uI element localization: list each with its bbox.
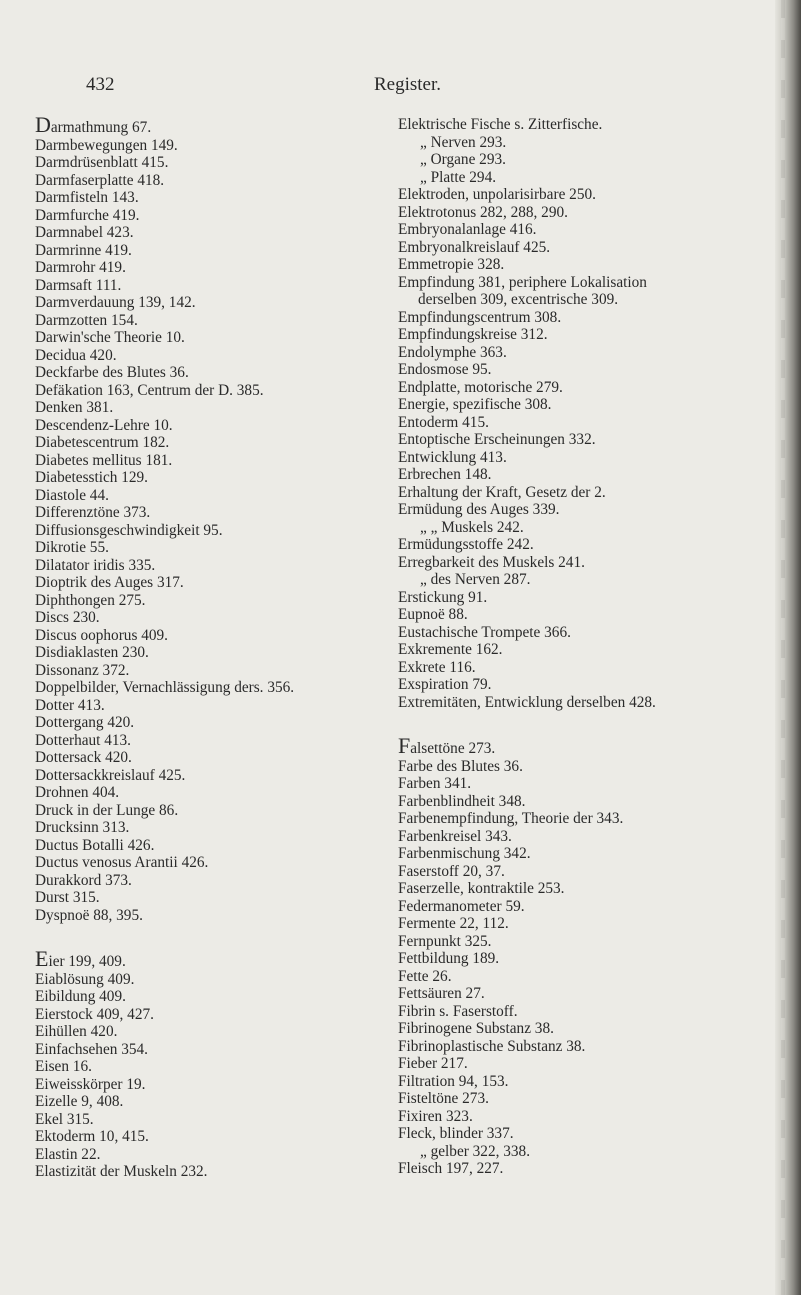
index-entry: Elastizität der Muskeln 232. <box>35 1163 208 1180</box>
index-entry: Discus oophorus 409. <box>35 626 168 644</box>
index-entry: Darwin'sche Theorie 10. <box>35 329 185 346</box>
index-entry: Fixiren 323. <box>398 1107 473 1125</box>
index-entry: Erregbarkeit des Muskels 241. <box>398 553 585 571</box>
index-entry: Durakkord 373. <box>35 871 132 889</box>
index-entry: Farbenblindheit 348. <box>398 792 526 810</box>
index-column-left <box>35 112 395 1181</box>
index-entry: Dottersackkreislauf 425. <box>35 766 186 784</box>
index-entry: Fibrinoplastische Substanz 38. <box>398 1037 586 1055</box>
index-entry: Einfachsehen 354. <box>35 1040 148 1058</box>
page-edge-shadow <box>775 0 801 1295</box>
index-entry: „ Organe 293. <box>420 151 506 168</box>
index-entry: Ektoderm 10, 415. <box>35 1128 149 1145</box>
index-entry: Elastin 22. <box>35 1145 101 1163</box>
section-initial-letter: D <box>35 112 51 137</box>
index-entry: „ des Nerven 287. <box>420 571 531 588</box>
index-entry: Empfindungskreise 312. <box>398 326 548 343</box>
index-entry: Eiweisskörper 19. <box>35 1075 146 1093</box>
index-entry: Entoptische Erscheinungen 332. <box>398 431 596 448</box>
index-entry: Defäkation 163, Centrum der D. 385. <box>35 381 264 399</box>
index-entry: Exspiration 79. <box>398 676 492 693</box>
index-entry: Empfindung 381, periphere Lokalisation <box>398 273 647 291</box>
index-entry: Ermüdung des Auges 339. <box>398 501 560 518</box>
index-entry: Drohnen 404. <box>35 784 120 801</box>
index-entry: Exkremente 162. <box>398 641 503 658</box>
index-entry: Faserzelle, kontraktile 253. <box>398 880 565 897</box>
index-entry: „ Platte 294. <box>420 168 497 186</box>
index-entry: Dotter 413. <box>35 696 105 714</box>
index-entry: Exkrete 116. <box>398 658 476 676</box>
index-entry: Eibildung 409. <box>35 988 126 1005</box>
index-entry: Entwicklung 413. <box>398 448 507 466</box>
index-entry: Farbenmischung 342. <box>398 845 531 862</box>
index-entry: Eihüllen 420. <box>35 1023 118 1040</box>
index-entry: Ermüdungsstoffe 242. <box>398 536 534 553</box>
section-gap <box>35 924 395 950</box>
index-entry: Elektrische Fische s. Zitterfische. <box>398 116 603 133</box>
index-entry: Darmbewegungen 149. <box>35 136 178 154</box>
index-entry: Faserstoff 20, 37. <box>398 862 505 880</box>
index-entry: Dilatator iridis 335. <box>35 556 156 574</box>
index-entry: Dikrotie 55. <box>35 539 109 556</box>
index-entry: Durst 315. <box>35 889 100 906</box>
index-entry: Diastole 44. <box>35 486 109 504</box>
index-entry: Diphthongen 275. <box>35 591 146 609</box>
index-entry: Farbe des Blutes 36. <box>398 757 523 775</box>
index-entry: Emmetropie 328. <box>398 256 505 273</box>
index-entry: Farbenkreisel 343. <box>398 827 512 845</box>
section-gap <box>398 711 773 737</box>
index-entry: Fermente 22, 112. <box>398 915 509 932</box>
index-entry: Erstickung 91. <box>398 588 488 606</box>
index-entry: Fleck, blinder 337. <box>398 1125 514 1142</box>
index-entry: Filtration 94, 153. <box>398 1072 509 1090</box>
page-header <box>80 74 740 104</box>
index-entry: Endosmose 95. <box>398 361 492 378</box>
section-initial-letter: E <box>35 946 49 971</box>
index-entry: Darmnabel 423. <box>35 224 134 241</box>
index-entry: Fibrin s. Faserstoff. <box>398 1002 518 1020</box>
index-entry: Darmsaft 111. <box>35 276 122 294</box>
index-entry: Eiablösung 409. <box>35 970 135 988</box>
index-entry: Druck in der Lunge 86. <box>35 801 179 819</box>
index-entry: Denken 381. <box>35 399 114 416</box>
index-entry: Deckfarbe des Blutes 36. <box>35 364 189 381</box>
index-entry: Fibrinogene Substanz 38. <box>398 1020 554 1037</box>
section-initial-letter: F <box>398 733 411 758</box>
index-entry: Eizelle 9, 408. <box>35 1093 124 1110</box>
index-entry: „ gelber 322, 338. <box>420 1142 531 1160</box>
index-entry: Falsettöne 273. <box>398 733 496 758</box>
index-entry: Fleisch 197, 227. <box>398 1160 504 1177</box>
index-entry: Dottersack 420. <box>35 749 132 766</box>
index-entry: Eupnoë 88. <box>398 606 468 623</box>
index-column-right <box>398 116 773 1178</box>
index-entry: Descendenz-Lehre 10. <box>35 416 173 434</box>
index-entry: Darmrohr 419. <box>35 259 126 276</box>
index-entry: Embryonalkreislauf 425. <box>398 238 551 256</box>
index-entry: Darmfaserplatte 418. <box>35 171 165 189</box>
index-entry: Dissonanz 372. <box>35 661 130 679</box>
index-entry: Farbenempfindung, Theorie der 343. <box>398 810 624 827</box>
index-entry: Darmfisteln 143. <box>35 189 139 206</box>
index-entry: Elektroden, unpolarisirbare 250. <box>398 186 596 203</box>
index-entry: Eisen 16. <box>35 1058 92 1075</box>
running-head: Register. <box>374 74 442 95</box>
index-entry: Eierstock 409, 427. <box>35 1005 154 1023</box>
index-entry: Entoderm 415. <box>398 413 489 431</box>
index-entry: Darmdrüsenblatt 415. <box>35 154 169 171</box>
index-entry: Endolymphe 363. <box>398 343 507 361</box>
index-entry: Darmfurche 419. <box>35 206 140 224</box>
index-entry: Diabetesstich 129. <box>35 469 149 486</box>
index-entry: Farben 341. <box>398 775 472 792</box>
index-entry: Elektrotonus 282, 288, 290. <box>398 203 568 221</box>
index-entry: „ Nerven 293. <box>420 133 507 151</box>
index-entry: Dotterhaut 413. <box>35 731 132 749</box>
index-entry: Empfindungscentrum 308. <box>398 308 562 326</box>
index-entry: Eier 199, 409. <box>35 946 126 971</box>
index-entry-continuation: derselben 309, excentrische 309. <box>418 291 619 308</box>
index-entry: Disdiaklasten 230. <box>35 644 149 661</box>
index-entry: Embryonalanlage 416. <box>398 221 537 238</box>
index-entry: Drucksinn 313. <box>35 819 130 836</box>
index-entry: Ductus venosus Arantii 426. <box>35 854 209 871</box>
index-entry: Dottergang 420. <box>35 714 135 731</box>
index-entry: Ductus Botalli 426. <box>35 836 155 854</box>
index-entry: Differenztöne 373. <box>35 504 151 521</box>
index-entry: Darmathmung 67. <box>35 112 152 137</box>
index-entry: Doppelbilder, Vernachlässigung ders. 356. <box>35 679 295 696</box>
index-entry: Extremitäten, Entwicklung derselben 428. <box>398 693 656 711</box>
index-entry: Erbrechen 148. <box>398 466 492 483</box>
index-entry: Fette 26. <box>398 967 452 985</box>
index-entry: Dyspnoë 88, 395. <box>35 906 143 924</box>
index-entry: Eustachische Trompete 366. <box>398 623 571 641</box>
index-entry: Erhaltung der Kraft, Gesetz der 2. <box>398 483 606 501</box>
index-entry: Darmrinne 419. <box>35 241 132 259</box>
index-entry: Federmanometer 59. <box>398 897 525 915</box>
index-entry: Diabetes mellitus 181. <box>35 451 173 469</box>
index-entry: Discs 230. <box>35 609 100 626</box>
index-entry: Endplatte, motorische 279. <box>398 378 563 396</box>
index-entry: Fisteltöne 273. <box>398 1090 489 1107</box>
index-entry: Fernpunkt 325. <box>398 932 492 950</box>
index-entry: Energie, spezifische 308. <box>398 396 552 413</box>
index-entry: Fettbildung 189. <box>398 950 500 967</box>
index-entry: Ekel 315. <box>35 1110 94 1128</box>
index-entry: Dioptrik des Auges 317. <box>35 574 184 591</box>
index-entry: Fieber 217. <box>398 1055 468 1072</box>
index-entry: Diabetescentrum 182. <box>35 434 170 451</box>
index-entry: Decidua 420. <box>35 346 117 364</box>
index-entry: „ „ Muskels 242. <box>420 518 524 536</box>
page-number: 432 <box>86 74 115 95</box>
index-entry: Fettsäuren 27. <box>398 985 485 1002</box>
index-entry: Diffusionsgeschwindigkeit 95. <box>35 521 223 539</box>
index-entry: Darmverdauung 139, 142. <box>35 294 196 311</box>
index-entry: Darmzotten 154. <box>35 311 138 329</box>
